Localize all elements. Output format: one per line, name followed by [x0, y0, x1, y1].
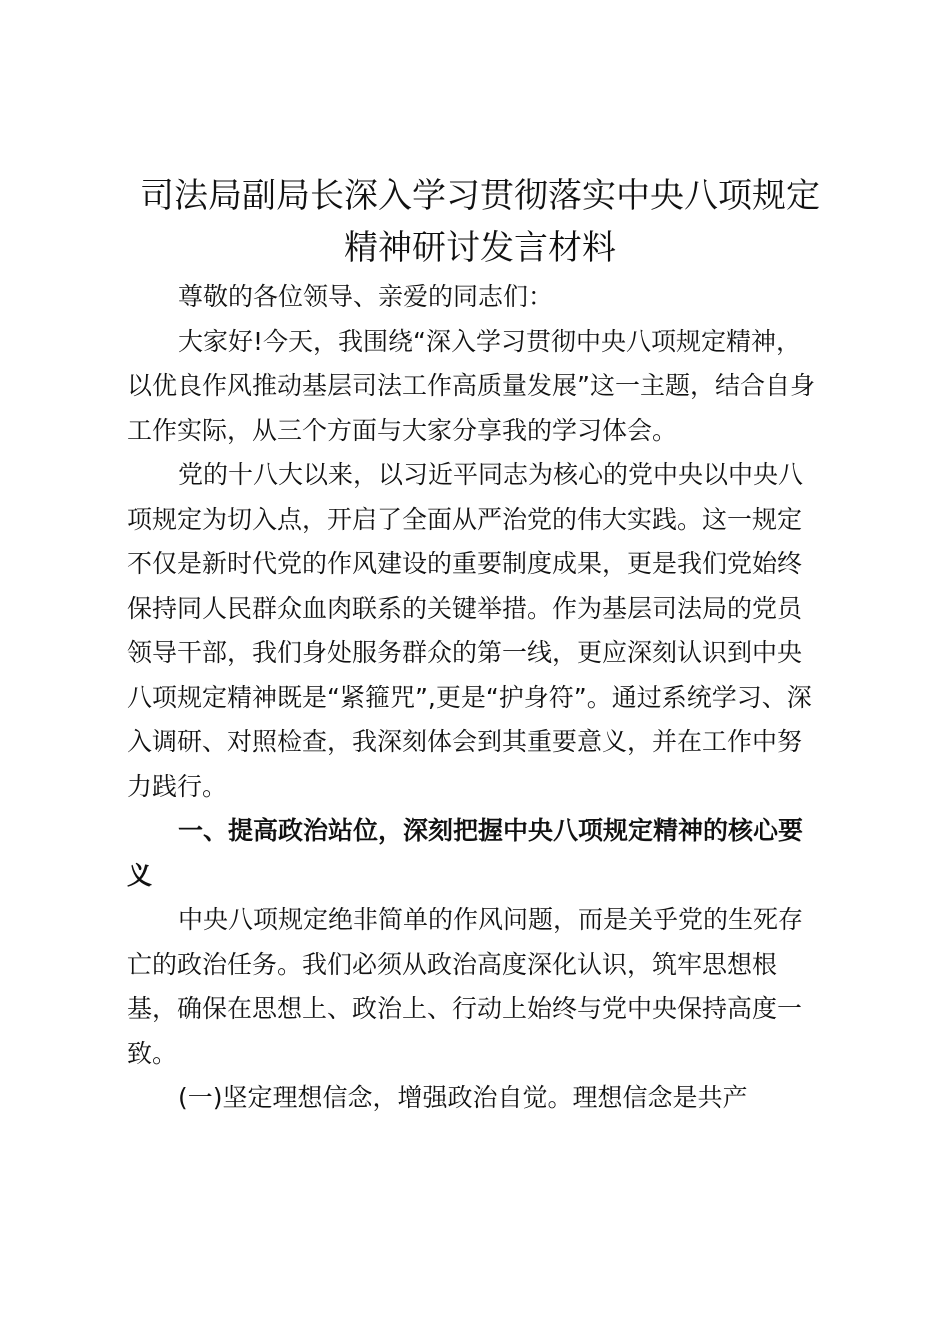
paragraph-line: 致。	[127, 1038, 178, 1068]
paragraph-line: 党的十八大以来，以习近平同志为核心的党中央以中央八	[178, 460, 804, 489]
paragraph-line: 领导干部，我们身处服务群众的第一线，更应深刻认识到中央	[127, 638, 803, 667]
paragraph-line: 工作实际，从三个方面与大家分享我的学习体会。	[127, 415, 678, 445]
paragraph-line: 力践行。	[127, 771, 228, 801]
title-line-2: 精神研讨发言材料	[344, 228, 616, 268]
paragraph-line: 尊敬的各位领导、亲爱的同志们：	[178, 282, 554, 311]
paragraph-line: 项规定为切入点，开启了全面从严治党的伟大实践。这一规定	[127, 504, 803, 534]
document-title	[120, 170, 840, 274]
title-line-1: 司法局副局长深入学习贯彻落实中央八项规定	[140, 176, 820, 216]
paragraph-line: 以优良作风推动基层司法工作高质量发展”这一主题，结合自身	[127, 371, 815, 400]
paragraph-line: (一)坚定理想信念，增强政治自觉。理想信念是共产	[178, 1083, 748, 1112]
paragraph-line: 亡的政治任务。我们必须从政治高度深化认识，筑牢思想根	[127, 949, 778, 979]
paragraph-line: 中央八项规定绝非简单的作风问题，而是关乎党的生死存	[178, 905, 804, 934]
paragraph-line: 不仅是新时代党的作风建设的重要制度成果，更是我们党始终	[127, 549, 803, 578]
section-heading-line: 一、提高政治站位，深刻把握中央八项规定精神的核心要	[178, 816, 804, 845]
document-body	[127, 275, 847, 1121]
section-heading-line: 义	[127, 860, 153, 890]
paragraph-line: 八项规定精神既是“紧箍咒”,更是“护身符”。通过系统学习、深	[127, 682, 812, 712]
paragraph-line: 大家好!今天，我围绕“深入学习贯彻中央八项规定精神，	[178, 326, 801, 356]
paragraph-line: 入调研、对照检查，我深刻体会到其重要意义，并在工作中努	[127, 727, 803, 756]
paragraph-line: 基，确保在思想上、政治上、行动上始终与党中央保持高度一	[127, 994, 803, 1023]
paragraph-line: 保持同人民群众血肉联系的关键举措。作为基层司法局的党员	[127, 593, 803, 623]
